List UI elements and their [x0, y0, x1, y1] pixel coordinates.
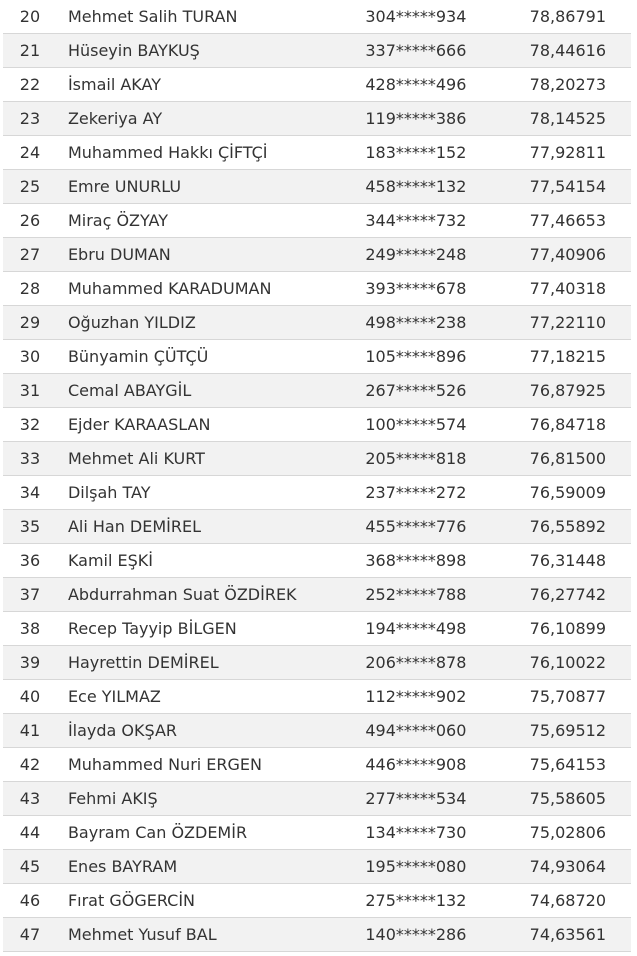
rank-cell: 22 [3, 68, 57, 102]
score-cell: 75,64153 [498, 748, 631, 782]
id-cell: 249*****248 [365, 238, 497, 272]
id-cell: 194*****498 [365, 612, 497, 646]
score-cell: 76,31448 [498, 544, 631, 578]
name-cell: İsmail AKAY [57, 68, 365, 102]
rank-cell: 37 [3, 578, 57, 612]
rank-cell: 25 [3, 170, 57, 204]
id-cell: 100*****574 [365, 408, 497, 442]
name-cell: Dilşah TAY [57, 476, 365, 510]
table-row [3, 272, 631, 306]
id-cell: 275*****132 [365, 884, 497, 918]
table-row [3, 374, 631, 408]
score-cell: 78,20273 [498, 68, 631, 102]
rank-cell: 33 [3, 442, 57, 476]
name-cell: Kamil EŞKİ [57, 544, 365, 578]
rank-cell: 26 [3, 204, 57, 238]
name-cell: Oğuzhan YILDIZ [57, 306, 365, 340]
score-cell: 75,58605 [498, 782, 631, 816]
rank-cell: 27 [3, 238, 57, 272]
id-cell: 498*****238 [365, 306, 497, 340]
score-cell: 75,70877 [498, 680, 631, 714]
table-row [3, 170, 631, 204]
rank-cell: 31 [3, 374, 57, 408]
rank-cell: 20 [3, 0, 57, 34]
score-cell: 76,55892 [498, 510, 631, 544]
score-cell: 77,54154 [498, 170, 631, 204]
table-row [3, 510, 631, 544]
name-cell: Ali Han DEMİREL [57, 510, 365, 544]
score-cell: 77,40318 [498, 272, 631, 306]
table-row [3, 850, 631, 884]
id-cell: 458*****132 [365, 170, 497, 204]
rank-cell: 36 [3, 544, 57, 578]
name-cell: Mehmet Salih TURAN [57, 0, 365, 34]
id-cell: 267*****526 [365, 374, 497, 408]
rank-cell: 45 [3, 850, 57, 884]
score-cell: 76,84718 [498, 408, 631, 442]
id-cell: 455*****776 [365, 510, 497, 544]
id-cell: 183*****152 [365, 136, 497, 170]
rank-cell: 47 [3, 918, 57, 952]
score-cell: 74,93064 [498, 850, 631, 884]
id-cell: 206*****878 [365, 646, 497, 680]
id-cell: 105*****896 [365, 340, 497, 374]
name-cell: Hayrettin DEMİREL [57, 646, 365, 680]
id-cell: 140*****286 [365, 918, 497, 952]
name-cell: Mehmet Ali KURT [57, 442, 365, 476]
id-cell: 252*****788 [365, 578, 497, 612]
name-cell: Zekeriya AY [57, 102, 365, 136]
rank-cell: 42 [3, 748, 57, 782]
name-cell: Recep Tayyip BİLGEN [57, 612, 365, 646]
score-cell: 78,44616 [498, 34, 631, 68]
name-cell: Ece YILMAZ [57, 680, 365, 714]
id-cell: 494*****060 [365, 714, 497, 748]
name-cell: Cemal ABAYGİL [57, 374, 365, 408]
table-row [3, 680, 631, 714]
name-cell: Miraç ÖZYAY [57, 204, 365, 238]
table-row [3, 238, 631, 272]
table-row [3, 714, 631, 748]
table-row [3, 884, 631, 918]
id-cell: 337*****666 [365, 34, 497, 68]
id-cell: 368*****898 [365, 544, 497, 578]
id-cell: 393*****678 [365, 272, 497, 306]
score-cell: 76,27742 [498, 578, 631, 612]
name-cell: Fehmi AKIŞ [57, 782, 365, 816]
rank-cell: 38 [3, 612, 57, 646]
id-cell: 112*****902 [365, 680, 497, 714]
name-cell: Bayram Can ÖZDEMİR [57, 816, 365, 850]
rank-cell: 40 [3, 680, 57, 714]
rank-cell: 43 [3, 782, 57, 816]
score-cell: 78,86791 [498, 0, 631, 34]
rank-cell: 29 [3, 306, 57, 340]
name-cell: Muhammed Nuri ERGEN [57, 748, 365, 782]
name-cell: Mehmet Yusuf BAL [57, 918, 365, 952]
name-cell: Muhammed KARADUMAN [57, 272, 365, 306]
id-cell: 277*****534 [365, 782, 497, 816]
table-row [3, 136, 631, 170]
score-cell: 76,81500 [498, 442, 631, 476]
rank-cell: 46 [3, 884, 57, 918]
score-cell: 76,59009 [498, 476, 631, 510]
table-row [3, 204, 631, 238]
score-cell: 74,63561 [498, 918, 631, 952]
name-cell: Hüseyin BAYKUŞ [57, 34, 365, 68]
rank-cell: 21 [3, 34, 57, 68]
rank-cell: 39 [3, 646, 57, 680]
results-table-body [3, 0, 631, 952]
table-row [3, 0, 631, 34]
score-cell: 77,40906 [498, 238, 631, 272]
name-cell: Muhammed Hakkı ÇİFTÇİ [57, 136, 365, 170]
results-table [3, 0, 631, 952]
name-cell: İlayda OKŞAR [57, 714, 365, 748]
name-cell: Abdurrahman Suat ÖZDİREK [57, 578, 365, 612]
score-cell: 76,10899 [498, 612, 631, 646]
table-row [3, 782, 631, 816]
rank-cell: 35 [3, 510, 57, 544]
score-cell: 76,10022 [498, 646, 631, 680]
id-cell: 446*****908 [365, 748, 497, 782]
score-cell: 77,46653 [498, 204, 631, 238]
id-cell: 428*****496 [365, 68, 497, 102]
id-cell: 195*****080 [365, 850, 497, 884]
table-row [3, 68, 631, 102]
rank-cell: 41 [3, 714, 57, 748]
table-row [3, 102, 631, 136]
table-row [3, 34, 631, 68]
id-cell: 237*****272 [365, 476, 497, 510]
table-row [3, 748, 631, 782]
rank-cell: 24 [3, 136, 57, 170]
name-cell: Enes BAYRAM [57, 850, 365, 884]
score-cell: 75,02806 [498, 816, 631, 850]
score-cell: 76,87925 [498, 374, 631, 408]
name-cell: Ejder KARAASLAN [57, 408, 365, 442]
id-cell: 134*****730 [365, 816, 497, 850]
table-row [3, 918, 631, 952]
score-cell: 74,68720 [498, 884, 631, 918]
table-row [3, 442, 631, 476]
table-row [3, 646, 631, 680]
rank-cell: 30 [3, 340, 57, 374]
score-cell: 77,92811 [498, 136, 631, 170]
rank-cell: 32 [3, 408, 57, 442]
table-row [3, 544, 631, 578]
score-cell: 77,18215 [498, 340, 631, 374]
table-row [3, 816, 631, 850]
id-cell: 344*****732 [365, 204, 497, 238]
table-row [3, 476, 631, 510]
rank-cell: 23 [3, 102, 57, 136]
rank-cell: 34 [3, 476, 57, 510]
table-row [3, 408, 631, 442]
table-row [3, 340, 631, 374]
id-cell: 205*****818 [365, 442, 497, 476]
rank-cell: 28 [3, 272, 57, 306]
id-cell: 304*****934 [365, 0, 497, 34]
table-row [3, 612, 631, 646]
name-cell: Ebru DUMAN [57, 238, 365, 272]
table-row [3, 306, 631, 340]
name-cell: Fırat GÖGERCİN [57, 884, 365, 918]
table-row [3, 578, 631, 612]
rank-cell: 44 [3, 816, 57, 850]
score-cell: 77,22110 [498, 306, 631, 340]
id-cell: 119*****386 [365, 102, 497, 136]
name-cell: Bünyamin ÇÜTÇÜ [57, 340, 365, 374]
score-cell: 78,14525 [498, 102, 631, 136]
score-cell: 75,69512 [498, 714, 631, 748]
name-cell: Emre UNURLU [57, 170, 365, 204]
